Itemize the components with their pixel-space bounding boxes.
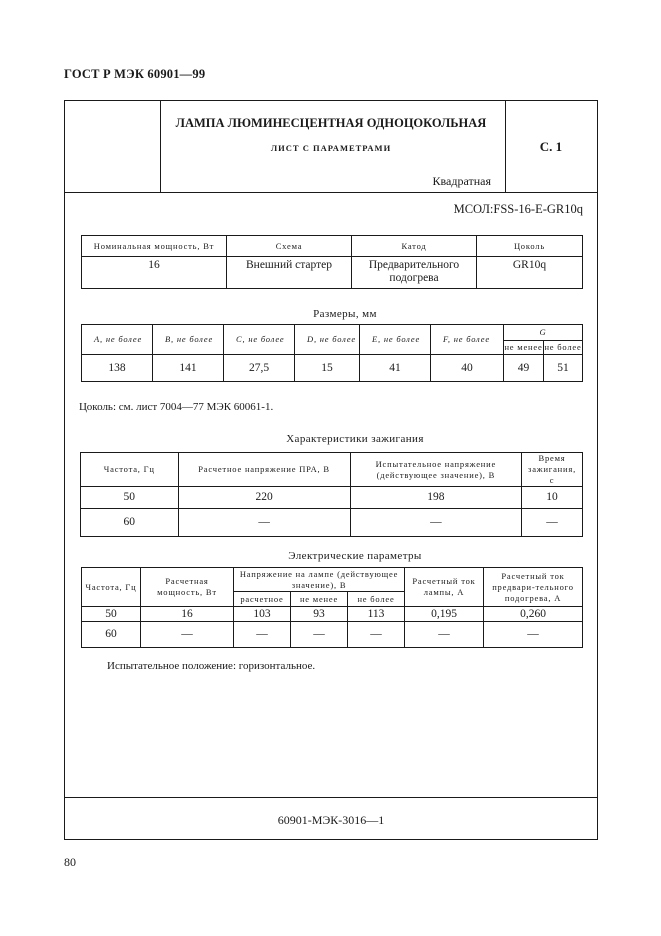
ign-50-time: 10 xyxy=(522,487,583,509)
standard-header: ГОСТ Р МЭК 60901—99 xyxy=(64,67,206,81)
header-dim-g: G xyxy=(504,325,583,341)
page-number: 80 xyxy=(64,855,76,869)
header-el-voltage-min: не менее xyxy=(291,592,348,607)
header-el-voltage-max: не более xyxy=(348,592,405,607)
base-note: Цоколь: см. лист 7004—77 МЭК 60061-1. xyxy=(79,401,274,413)
parameter-sheet-frame xyxy=(64,100,598,840)
sheet-page: С. 1 xyxy=(539,139,563,154)
el-50-lamp-current: 0,195 xyxy=(405,607,484,622)
dim-a-value: 138 xyxy=(82,355,153,382)
el-60-voltage-rated: — xyxy=(234,622,291,648)
dim-c-value: 27,5 xyxy=(224,355,295,382)
electrical-table xyxy=(81,567,583,648)
header-ign-frequency: Частота, Гц xyxy=(81,453,179,487)
el-60-preheat-current: — xyxy=(484,622,583,648)
el-50-voltage-rated: 103 xyxy=(234,607,291,622)
dim-b-value: 141 xyxy=(153,355,224,382)
ign-60-time: — xyxy=(522,509,583,537)
header-base: Цоколь xyxy=(477,236,583,257)
header-ign-time: Время зажигания, с xyxy=(522,453,583,487)
header-dim-g-min: не менее xyxy=(504,341,544,355)
ignition-caption: Характеристики зажигания xyxy=(286,433,424,445)
value-circuit: Внешний стартер xyxy=(227,257,352,289)
ign-60-frequency: 60 xyxy=(81,509,179,537)
header-el-preheat-current: Расчетный ток предвари-тельного подогрева, А xyxy=(484,568,583,607)
el-50-power: 16 xyxy=(141,607,234,622)
header-el-frequency: Частота, Гц xyxy=(82,568,141,607)
header-el-power: Расчетная мощность, Вт xyxy=(141,568,234,607)
header-dim-b: В, не более xyxy=(153,325,224,355)
el-60-voltage-max: — xyxy=(348,622,405,648)
dim-g-max-value: 51 xyxy=(544,355,583,382)
header-dim-a: А, не более xyxy=(82,325,153,355)
lamp-designation: МСОЛ:FSS-16-E-GR10q xyxy=(453,202,583,216)
header-dim-f: F, не более xyxy=(431,325,504,355)
header-dim-d: D, не более xyxy=(295,325,360,355)
dim-e-value: 41 xyxy=(360,355,431,382)
el-60-power: — xyxy=(141,622,234,648)
value-nominal-power: 16 xyxy=(82,257,227,289)
el-60-voltage-min: — xyxy=(291,622,348,648)
header-ign-test-voltage: Испытательное напряжение (действующее значение), В xyxy=(350,453,521,487)
ign-50-frequency: 50 xyxy=(81,487,179,509)
dimensions-table xyxy=(81,324,583,382)
dim-g-min-value: 49 xyxy=(504,355,544,382)
title-bottom-line xyxy=(65,192,597,193)
dim-d-value: 15 xyxy=(295,355,360,382)
value-base: GR10q xyxy=(477,257,583,289)
el-50-voltage-max: 113 xyxy=(348,607,405,622)
dimensions-caption: Размеры, мм xyxy=(313,308,377,320)
ign-50-ballast-voltage: 220 xyxy=(178,487,350,509)
ign-60-ballast-voltage: — xyxy=(178,509,350,537)
header-dim-g-max: не более xyxy=(544,341,583,355)
sheet-title: ЛАМПА ЛЮМИНЕСЦЕНТНАЯ ОДНОЦОКОЛЬНАЯ xyxy=(175,116,487,130)
header-ign-ballast-voltage: Расчетное напряжение ПРА, В xyxy=(178,453,350,487)
electrical-caption: Электрические параметры xyxy=(288,550,422,562)
header-dim-e: Е, не более xyxy=(360,325,431,355)
dim-f-value: 40 xyxy=(431,355,504,382)
test-position-note: Испытательное положение: горизонтальное. xyxy=(107,660,316,672)
el-50-voltage-min: 93 xyxy=(291,607,348,622)
el-50-frequency: 50 xyxy=(82,607,141,622)
header-el-voltage-rated: расчетное xyxy=(234,592,291,607)
ign-50-test-voltage: 198 xyxy=(350,487,521,509)
ign-60-test-voltage: — xyxy=(350,509,521,537)
el-50-preheat-current: 0,260 xyxy=(484,607,583,622)
footer-line xyxy=(65,797,597,798)
header-dim-c: С, не более xyxy=(224,325,295,355)
value-cathode: Предварительного подогрева xyxy=(352,257,477,289)
header-circuit: Схема xyxy=(227,236,352,257)
header-el-lamp-voltage: Напряжение на лампе (действующее значение), В xyxy=(234,568,405,592)
sheet-footer: 60901-МЭК-3016—1 xyxy=(277,813,385,827)
header-cathode: Катод xyxy=(352,236,477,257)
header-el-lamp-current: Расчетный ток лампы, А xyxy=(405,568,484,607)
el-60-lamp-current: — xyxy=(405,622,484,648)
main-parameters-table xyxy=(81,235,583,289)
sheet-subtitle: ЛИСТ С ПАРАМЕТРАМИ xyxy=(270,143,392,153)
ignition-table xyxy=(80,452,583,537)
header-nominal-power: Номинальная мощность, Вт xyxy=(82,236,227,257)
el-60-frequency: 60 xyxy=(82,622,141,648)
lamp-shape: Квадратная xyxy=(432,174,491,188)
